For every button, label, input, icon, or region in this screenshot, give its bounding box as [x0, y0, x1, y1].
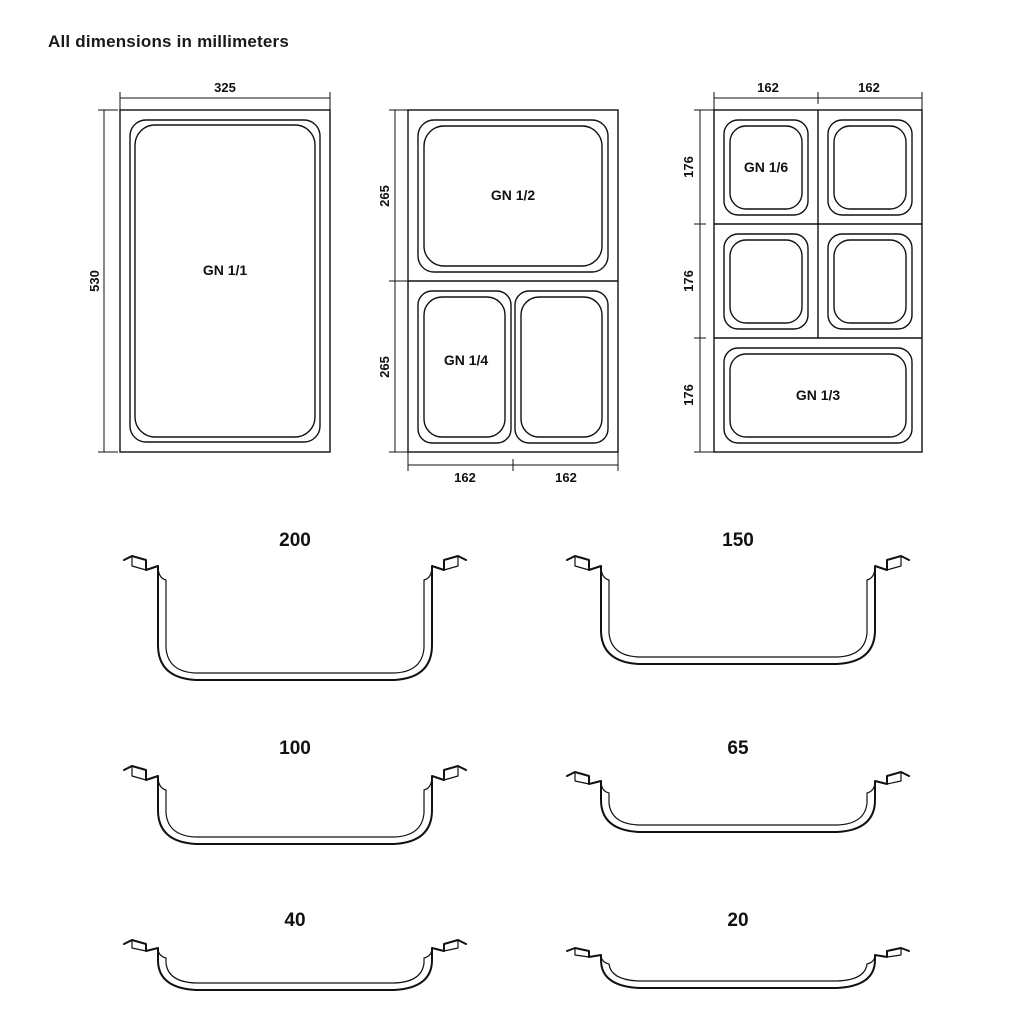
depth-200-label: 200 [279, 530, 311, 551]
depth-100-label: 100 [279, 738, 311, 759]
gn-1-1-top-dimension [120, 92, 330, 112]
gn-1-1-height-label: 530 [87, 270, 102, 292]
gn-1-6-top-dim-right: 162 [858, 80, 880, 95]
depth-20-pan [567, 948, 909, 988]
gn-1-1-width-label: 325 [214, 80, 236, 95]
gn-1-2-height-label: 265 [377, 185, 392, 207]
depth-40-label: 40 [284, 910, 306, 931]
gn-1-6-left-dim-3: 176 [681, 384, 696, 406]
depth-65-pan [567, 772, 909, 832]
gn-1-6-left-dim-2: 176 [681, 270, 696, 292]
gn-1-6-left-dim-1: 176 [681, 156, 696, 178]
gn-1-1-label: GN 1/1 [202, 262, 248, 278]
gn-1-6-top-dim-left: 162 [757, 80, 779, 95]
depth-150-pan [567, 556, 909, 664]
gn-1-6-top-dimensions [714, 92, 922, 112]
gn-1-2-label: GN 1/2 [490, 187, 536, 203]
page-title: All dimensions in millimeters [48, 32, 290, 51]
depth-65-label: 65 [727, 738, 749, 759]
depth-20-label: 20 [727, 910, 749, 931]
depth-100-pan [124, 766, 466, 844]
depth-150-label: 150 [722, 530, 754, 551]
gn-1-4-height-label: 265 [377, 356, 392, 378]
gn-1-6-left-dimensions [694, 110, 714, 452]
gn-1-4-label: GN 1/4 [443, 352, 489, 368]
gn-1-2-bottom-dimensions [408, 452, 618, 471]
gn-1-3-label: GN 1/3 [795, 387, 841, 403]
depth-40-pan [124, 940, 466, 990]
gn-1-2-bottom-dim-right: 162 [555, 470, 577, 485]
gn-1-6-label: GN 1/6 [743, 159, 789, 175]
gn-1-2-bottom-dim-left: 162 [454, 470, 476, 485]
depth-200-pan [124, 556, 466, 680]
